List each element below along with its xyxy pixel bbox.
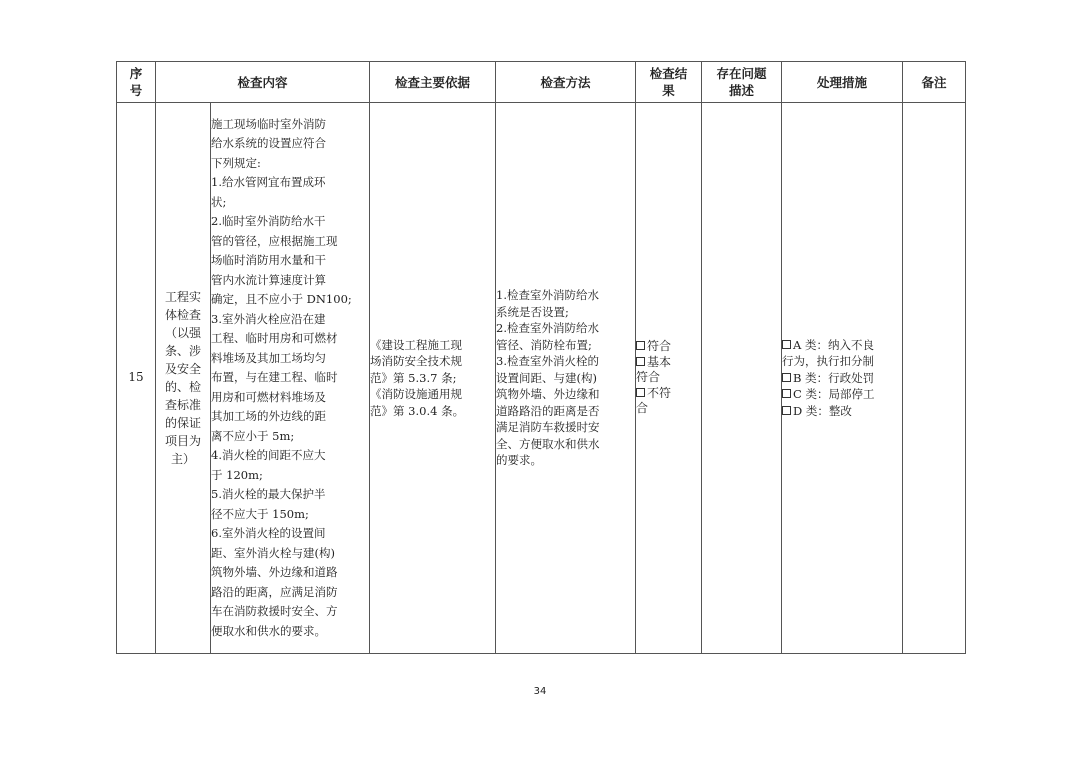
row-method: 1.检查室外消防给水 系统是否设置; 2.检查室外消防给水 管径、消防栓布置; 3.检查室外消火栓的 设置间距、与建(构) 筑物外墙、外边缘和 道路路沿的距离是否 满足消防车救援时安 全、方便取水和供水 的要求。 (496, 103, 636, 654)
checkbox-icon (782, 373, 791, 382)
table-row (117, 103, 966, 654)
result-option[interactable]: 基本 符合 (636, 354, 672, 385)
header-measure: 处理措施 (782, 62, 903, 103)
measure-option[interactable]: B 类：行政处罚 (782, 370, 902, 387)
inspection-table (116, 61, 966, 654)
checkbox-icon (636, 388, 645, 397)
header-method: 检查方法 (496, 62, 636, 103)
row-basis: 《建设工程施工现 场消防安全技术规 范》第 5.3.7 条; 《消防设施通用规 范》第 3.0.4 条。 (370, 103, 496, 654)
measure-option[interactable]: A 类：纳入不良 行为，执行扣分制 (782, 337, 875, 369)
row-category: 工程实 体检查 （以强 条、涉 及安全 的、检 查标准 的保证 项目为 主） (156, 103, 211, 654)
page-number: 34 (533, 686, 547, 697)
checkbox-icon (782, 340, 791, 349)
row-issue (702, 103, 782, 654)
header-basis: 检查主要依据 (370, 62, 496, 103)
result-option[interactable]: 不符 合 (636, 385, 672, 416)
measure-option[interactable]: D 类：整改 (782, 403, 902, 420)
checkbox-icon (782, 406, 791, 415)
row-number: 15 (117, 103, 156, 654)
header-content: 检查内容 (156, 62, 370, 103)
header-issue: 存在问题 描述 (702, 62, 782, 103)
measure-option[interactable]: C 类：局部停工 (782, 386, 902, 403)
row-measure (782, 103, 903, 654)
result-option[interactable]: 符合 (636, 339, 701, 355)
table-header-row (117, 62, 966, 103)
header-no: 序 号 (117, 62, 156, 103)
row-result (636, 103, 702, 654)
checkbox-icon (636, 341, 645, 350)
row-remark (903, 103, 966, 654)
checkbox-icon (782, 389, 791, 398)
header-result: 检查结 果 (636, 62, 702, 103)
checkbox-icon (636, 357, 645, 366)
header-remark: 备注 (903, 62, 966, 103)
row-content: 施工现场临时室外消防 给水系统的设置应符合 下列规定: 1.给水管网宜布置成环 状; 2.临时室外消防给水干 管的管径，应根据施工现 场临时消防用水量和干 管内水流计算速度计算 确定，且不应小于 DN100; 3.室外消火栓应沿在建 工程、临时用房和可燃材 料堆场及其加工场均匀 布置，与在建工程、临时 用房和可燃材料堆场及 其加工场的外边线的距 离不应小于 5m; 4.消火栓的间距不应大 于 120m; 5.消火栓的最大保护半 径不应大于 150m; 6.室外消火栓的设置间 距、室外消火栓与建(构) 筑物外墙、外边缘和道路 路沿的距离，应满足消防 车在消防救援时安全、方 便取水和供水的要求。 (211, 103, 370, 654)
